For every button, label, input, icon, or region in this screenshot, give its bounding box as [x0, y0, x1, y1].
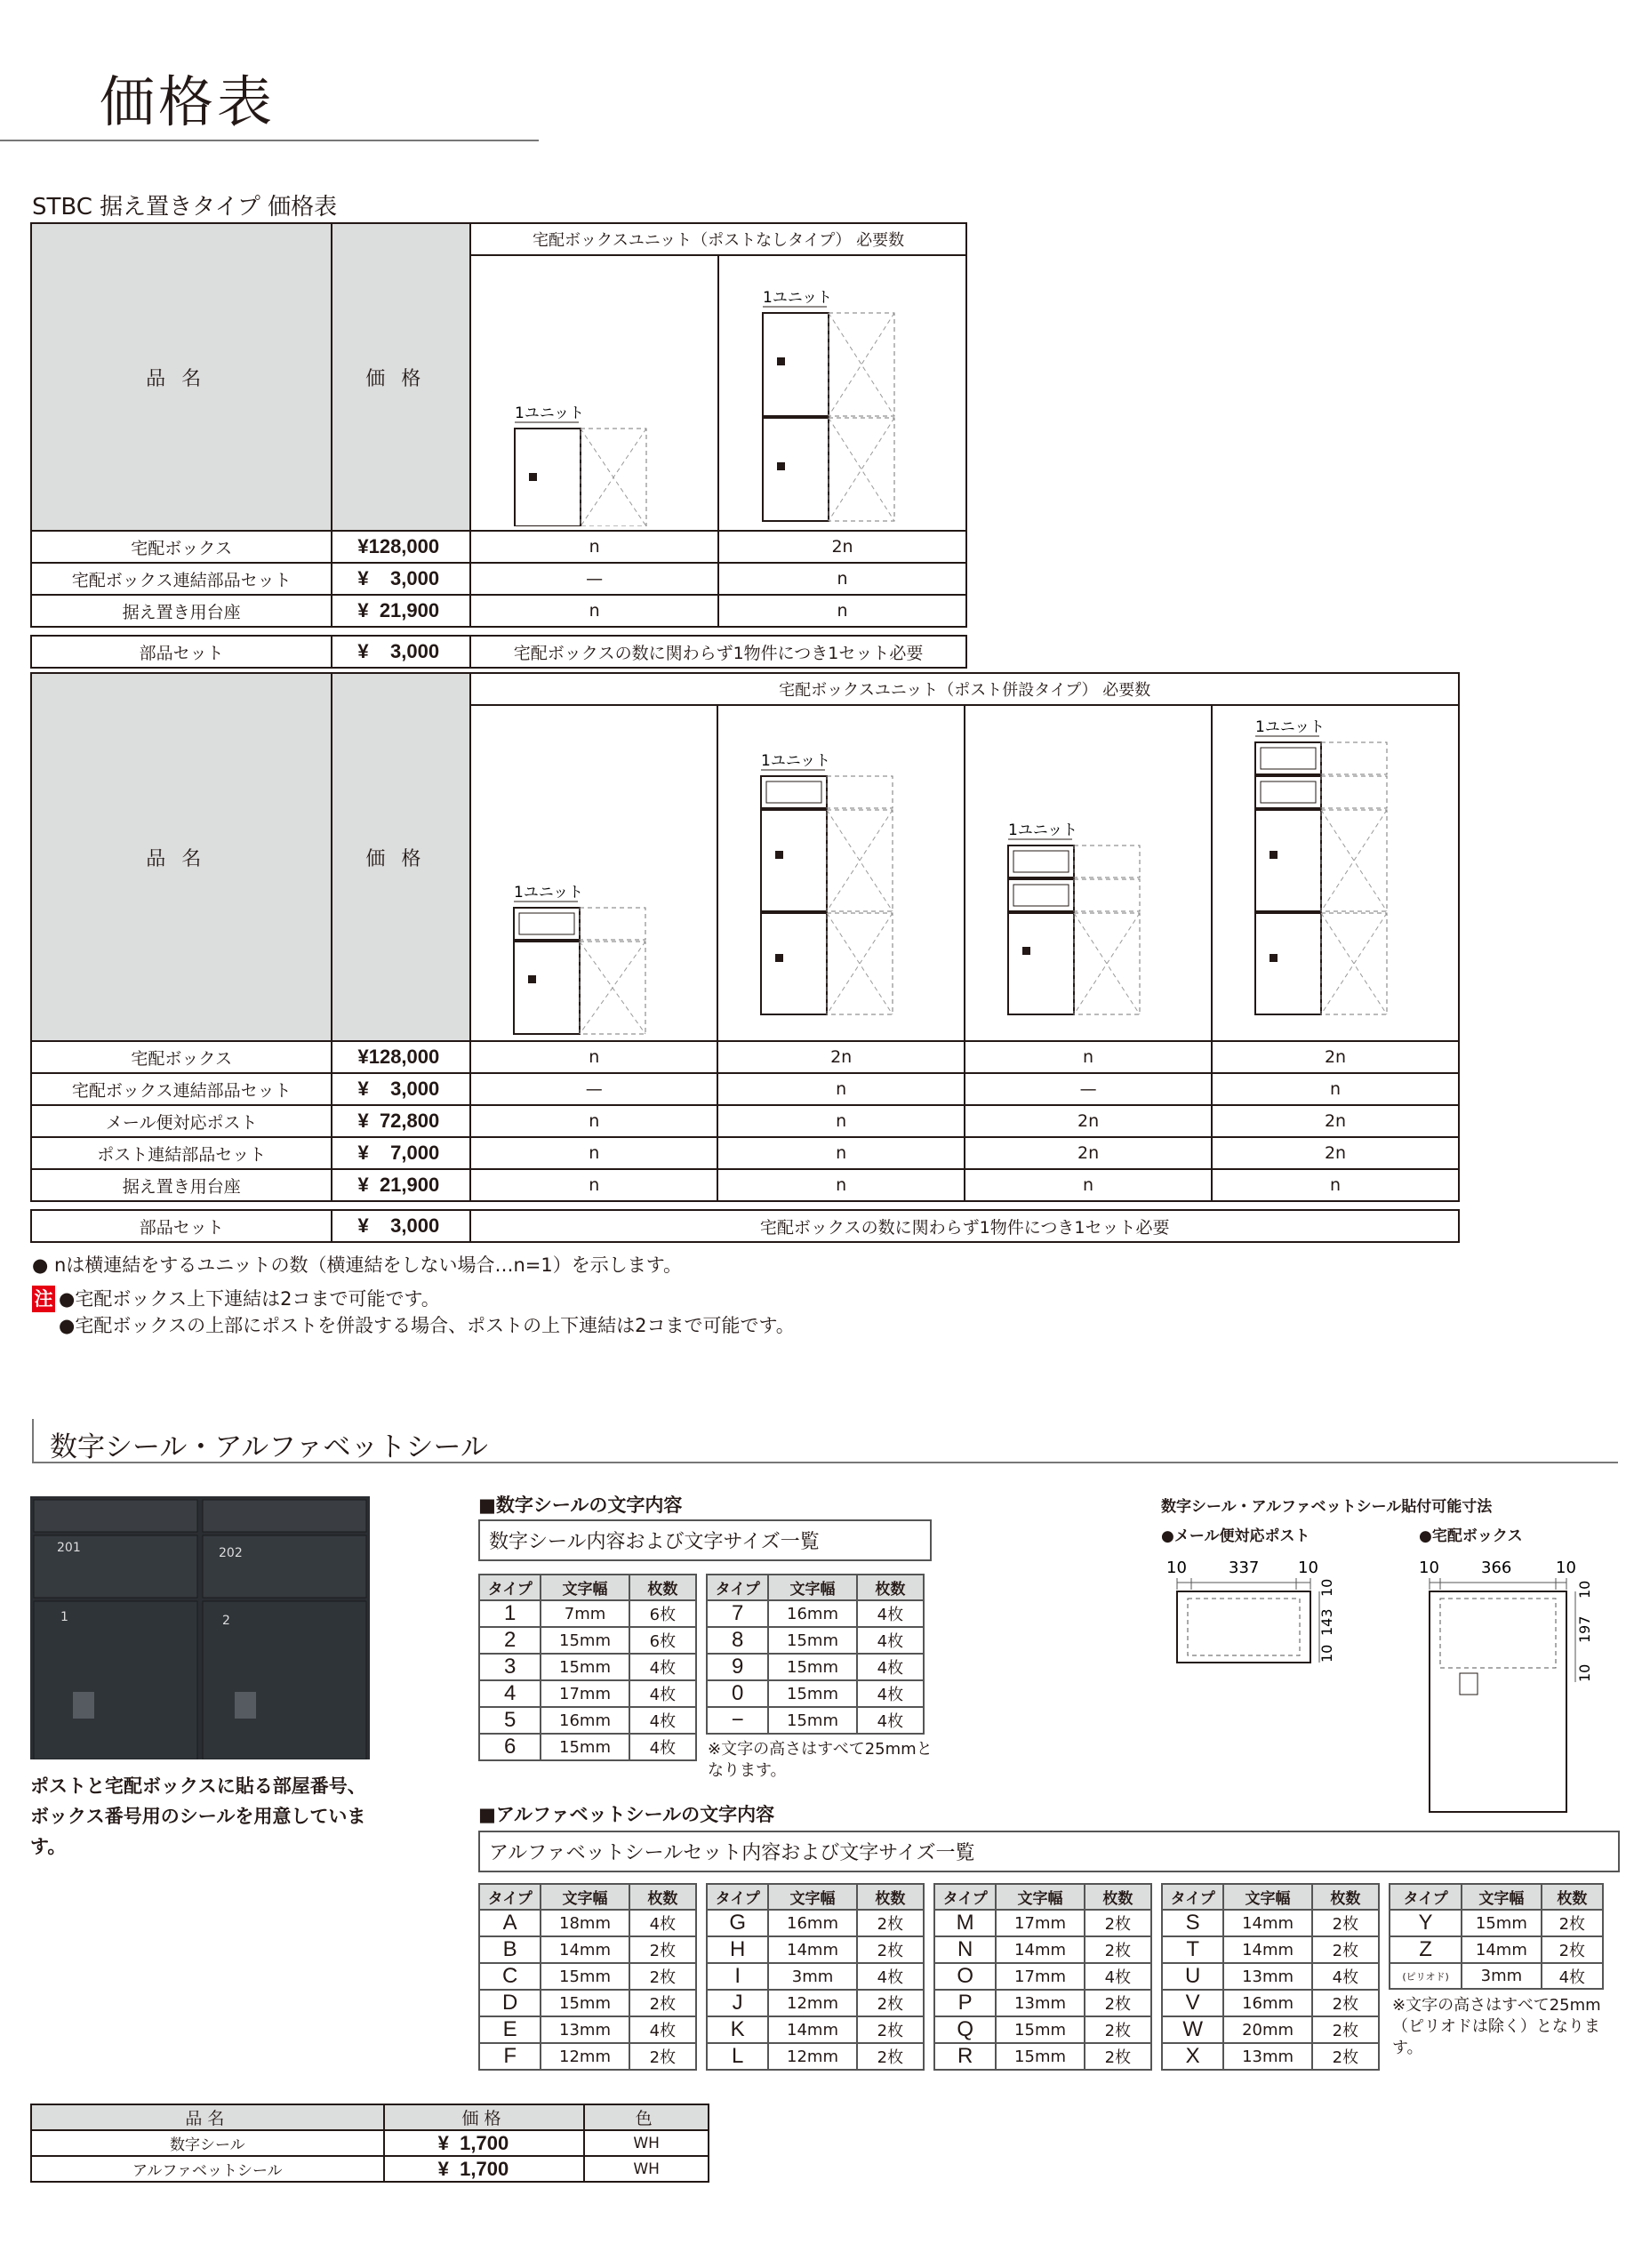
table-row: R 15mm 2枚	[934, 2043, 1151, 2070]
table-row: 3 15mm 4枚	[479, 1654, 696, 1680]
parts-note: 宅配ボックスの数に関わらず1物件につき1セット必要	[470, 1210, 1459, 1242]
photo-label: 201	[57, 1541, 81, 1555]
row-count: n	[1212, 1073, 1459, 1105]
table-row: Q 15mm 2枚	[934, 2016, 1151, 2043]
notes	[32, 1252, 795, 1339]
table-row: 0 15mm 4枚	[707, 1680, 924, 1707]
diagram-cell	[1212, 705, 1459, 1041]
row-count: 2n	[1212, 1137, 1459, 1169]
row-price: ¥128,000	[332, 531, 470, 563]
title-rule	[0, 140, 539, 141]
dim-label: 10	[1419, 1559, 1439, 1577]
row-name: 据え置き用台座	[31, 595, 332, 627]
dim-label: 10	[1318, 1644, 1335, 1663]
diagram-cell	[470, 255, 718, 531]
table-row: 9 15mm 4枚	[707, 1654, 924, 1680]
table-row: 2 15mm 6枚	[479, 1627, 696, 1654]
note-main: ● nは横連結をするユニットの数（横連結をしない場合…n=1）を示します。	[32, 1254, 683, 1276]
row-count: —	[470, 563, 718, 595]
table-row: 6 15mm 4枚	[479, 1734, 696, 1760]
dim-label: 10	[1556, 1559, 1576, 1577]
table-row: F 12mm 2枚	[479, 2043, 696, 2070]
row-count: 2n	[717, 1041, 965, 1073]
row-name: 宅配ボックス	[31, 531, 332, 563]
table-row: (ピリオド) 3mm 4枚	[1390, 1963, 1603, 1989]
table-row: B 14mm 2枚	[479, 1936, 696, 1963]
table-row: S 14mm 2枚	[1162, 1910, 1379, 1936]
unit-label: 1ユニット	[761, 752, 831, 770]
price-table-b	[30, 672, 1460, 1243]
row-price: ¥ 7,000	[332, 1137, 470, 1169]
photo-label: 2	[222, 1614, 230, 1628]
table-row: 数字シール ¥ 1,700 WH	[31, 2130, 709, 2156]
row-count: n	[718, 563, 966, 595]
row-count: 2n	[965, 1105, 1212, 1137]
table-row: E 13mm 4枚	[479, 2016, 696, 2043]
table-row: I 3mm 4枚	[707, 1963, 924, 1990]
row-name: 据え置き用台座	[31, 1169, 332, 1201]
dims-diagram	[1156, 1554, 1618, 1821]
parts-name: 部品セット	[31, 636, 332, 668]
unit-label: 1ユニット	[762, 289, 832, 307]
unit-label: 1ユニット	[514, 405, 584, 422]
product-photo	[30, 1496, 370, 1759]
mailbox-photo-illustration	[30, 1496, 370, 1759]
row-count: n	[470, 531, 718, 563]
table-row: T 14mm 2枚	[1162, 1936, 1379, 1963]
row-count: n	[717, 1105, 965, 1137]
col-name-label: 品名	[31, 223, 332, 531]
row-count: n	[718, 595, 966, 627]
table-row: A 18mm 4枚	[479, 1910, 696, 1936]
table-b-header: 宅配ボックスユニット（ポスト併設タイプ） 必要数	[470, 673, 1459, 705]
unit-label: 1ユニット	[1008, 821, 1078, 839]
col-name-label: 品名	[31, 673, 332, 1041]
table-row: 7 16mm 4枚	[707, 1600, 924, 1627]
row-count: n	[1212, 1169, 1459, 1201]
row-name: 宅配ボックス連結部品セット	[31, 1073, 332, 1105]
row-count: n	[470, 1137, 717, 1169]
table-row: C 15mm 2枚	[479, 1963, 696, 1990]
col-price-label: 価格	[332, 223, 470, 531]
page-title: 価格表	[100, 69, 276, 134]
table-row: H 14mm 2枚	[707, 1936, 924, 1963]
diagram-cell	[717, 705, 965, 1041]
dim-label: 337	[1229, 1559, 1260, 1577]
table-row: X 13mm 2枚	[1162, 2043, 1379, 2070]
row-price: ¥ 21,900	[332, 1169, 470, 1201]
alpha-note: ※文字の高さはすべて25mm（ピリオドは除く）となります。	[1392, 1996, 1601, 2057]
row-count: n	[717, 1137, 965, 1169]
table-row: 1 7mm 6枚	[479, 1600, 696, 1627]
dim-label: 10	[1166, 1559, 1187, 1577]
alpha-table-2: タイプ 文字幅 枚数 G 16mm 2枚 H 14mm 2枚 I 3mm 4枚 J 12mm 2枚 K 14mm 2枚 L 12mm 2枚	[706, 1883, 925, 2071]
row-count: n	[717, 1073, 965, 1105]
alpha-box-title: アルファベットシールセット内容および文字サイズ一覧	[478, 1831, 1620, 1872]
dim-label: 10	[1576, 1663, 1593, 1682]
parts-name: 部品セット	[31, 1210, 332, 1242]
col-price-label: 価格	[332, 673, 470, 1041]
row-name: ポスト連結部品セット	[31, 1137, 332, 1169]
row-price: ¥ 3,000	[332, 563, 470, 595]
unit-label: 1ユニット	[514, 884, 584, 902]
alpha-table-4: タイプ 文字幅 枚数 S 14mm 2枚 T 14mm 2枚 U 13mm 4枚 V 16mm 2枚 W 20mm 2枚 X 13mm 2枚	[1161, 1883, 1380, 2071]
table-row: 8 15mm 4枚	[707, 1627, 924, 1654]
alpha-table-5: タイプ 文字幅 枚数 Y 15mm 2枚 Z 14mm 2枚 (ピリオド) 3mm 4枚	[1389, 1883, 1604, 1990]
note-tag: 注	[32, 1286, 55, 1312]
dim-label: 10	[1318, 1578, 1335, 1597]
parts-note: 宅配ボックスの数に関わらず1物件につき1セット必要	[470, 636, 966, 668]
table-row: J 12mm 2枚	[707, 1990, 924, 2016]
note-2: ●宅配ボックスの上部にポストを併設する場合、ポストの上下連結は2コまで可能です。	[59, 1315, 795, 1336]
table-row: P 13mm 2枚	[934, 1990, 1151, 2016]
dim-label: 366	[1481, 1559, 1512, 1577]
table-row: M 17mm 2枚	[934, 1910, 1151, 1936]
unit-diagram-3	[478, 709, 709, 1038]
table-row: − 15mm 4枚	[707, 1707, 924, 1734]
dims-box-label: ●宅配ボックス	[1419, 1527, 1523, 1545]
row-name: 宅配ボックス連結部品セット	[31, 563, 332, 595]
section2-title: 数字シール・アルファベットシール	[50, 1431, 488, 1463]
table-row: L 12mm 2枚	[707, 2043, 924, 2070]
num-box-title: 数字シール内容および文字サイズ一覧	[478, 1519, 932, 1561]
row-count: n	[965, 1041, 1212, 1073]
diagram-cell	[718, 255, 966, 531]
row-price: ¥ 72,800	[332, 1105, 470, 1137]
table-row: 5 16mm 4枚	[479, 1707, 696, 1734]
unit-diagram-6	[1220, 709, 1451, 1038]
table-row: V 16mm 2枚	[1162, 1990, 1379, 2016]
num-heading: ■数字シールの文字内容	[478, 1495, 683, 1516]
photo-label: 1	[60, 1610, 68, 1624]
table-row: D 15mm 2枚	[479, 1990, 696, 2016]
unit-diagram-5	[973, 709, 1204, 1038]
photo-label: 202	[219, 1546, 243, 1560]
table-row: O 17mm 4枚	[934, 1963, 1151, 1990]
unit-diagram-1	[479, 260, 710, 526]
unit-diagram-4	[725, 709, 957, 1038]
row-price: ¥ 3,000	[332, 1073, 470, 1105]
row-count: n	[965, 1169, 1212, 1201]
row-count: n	[470, 1169, 717, 1201]
price-table-a	[30, 222, 967, 669]
col-header: 色	[584, 2104, 709, 2130]
row-count: 2n	[1212, 1105, 1459, 1137]
row-count: 2n	[1212, 1041, 1459, 1073]
dim-label: 197	[1576, 1615, 1593, 1643]
alpha-heading: ■アルファベットシールの文字内容	[478, 1804, 775, 1825]
row-count: 2n	[718, 531, 966, 563]
alpha-table-1: タイプ 文字幅 枚数 A 18mm 4枚 B 14mm 2枚 C 15mm 2枚 D 15mm 2枚 E 13mm 4枚 F 12mm 2枚	[478, 1883, 697, 2071]
dims-post-label: ●メール便対応ポスト	[1161, 1527, 1310, 1545]
row-count: n	[470, 1105, 717, 1137]
parts-price: ¥ 3,000	[332, 1210, 470, 1242]
note-1: ●宅配ボックス上下連結は2コまで可能です。	[59, 1288, 440, 1310]
row-count: 2n	[965, 1137, 1212, 1169]
row-name: メール便対応ポスト	[31, 1105, 332, 1137]
row-count: n	[717, 1169, 965, 1201]
table-row: W 20mm 2枚	[1162, 2016, 1379, 2043]
table-a-header: 宅配ボックスユニット（ポストなしタイプ） 必要数	[470, 223, 966, 255]
section2-heading	[32, 1419, 1618, 1463]
seal-price-table	[30, 2104, 709, 2183]
table-row: U 13mm 4枚	[1162, 1963, 1379, 1990]
num-table-left: タイプ 文字幅 枚数 1 7mm 6枚 2 15mm 6枚 3 15mm 4枚 4 17mm 4枚 5 16mm 4枚 6 15mm 4枚	[478, 1574, 697, 1761]
photo-caption: ポストと宅配ボックスに貼る部屋番号、ボックス番号用のシールを用意しています。	[30, 1775, 366, 1857]
table-row: 4 17mm 4枚	[479, 1680, 696, 1707]
num-table-right: タイプ 文字幅 枚数 7 16mm 4枚 8 15mm 4枚 9 15mm 4枚 0 15mm 4枚 − 15mm 4枚	[706, 1574, 925, 1735]
diagram-cell	[470, 705, 717, 1041]
row-count: n	[470, 1041, 717, 1073]
row-count: —	[470, 1073, 717, 1105]
parts-price: ¥ 3,000	[332, 636, 470, 668]
section1-title: STBC 据え置きタイプ 価格表	[32, 194, 338, 220]
unit-label: 1ユニット	[1255, 718, 1326, 736]
col-header: 品名	[31, 2104, 384, 2130]
num-note: ※文字の高さはすべて25mmとなります。	[708, 1740, 933, 1780]
row-price: ¥ 21,900	[332, 595, 470, 627]
dim-label: 143	[1318, 1608, 1335, 1636]
row-price: ¥128,000	[332, 1041, 470, 1073]
dim-label: 10	[1576, 1580, 1593, 1599]
alpha-table-3: タイプ 文字幅 枚数 M 17mm 2枚 N 14mm 2枚 O 17mm 4枚 P 13mm 2枚 Q 15mm 2枚 R 15mm 2枚	[933, 1883, 1152, 2071]
table-row: アルファベットシール ¥ 1,700 WH	[31, 2156, 709, 2182]
table-row: Y 15mm 2枚	[1390, 1910, 1603, 1936]
diagram-cell	[965, 705, 1212, 1041]
row-count: n	[470, 595, 718, 627]
col-header: 価格	[384, 2104, 585, 2130]
table-row: N 14mm 2枚	[934, 1936, 1151, 1963]
dim-label: 10	[1298, 1559, 1318, 1577]
row-name: 宅配ボックス	[31, 1041, 332, 1073]
table-row: G 16mm 2枚	[707, 1910, 924, 1936]
table-row: Z 14mm 2枚	[1390, 1936, 1603, 1963]
table-row: K 14mm 2枚	[707, 2016, 924, 2043]
unit-diagram-2	[727, 260, 958, 526]
dims-title: 数字シール・アルファベットシール貼付可能寸法	[1161, 1498, 1493, 1516]
row-count: —	[965, 1073, 1212, 1105]
